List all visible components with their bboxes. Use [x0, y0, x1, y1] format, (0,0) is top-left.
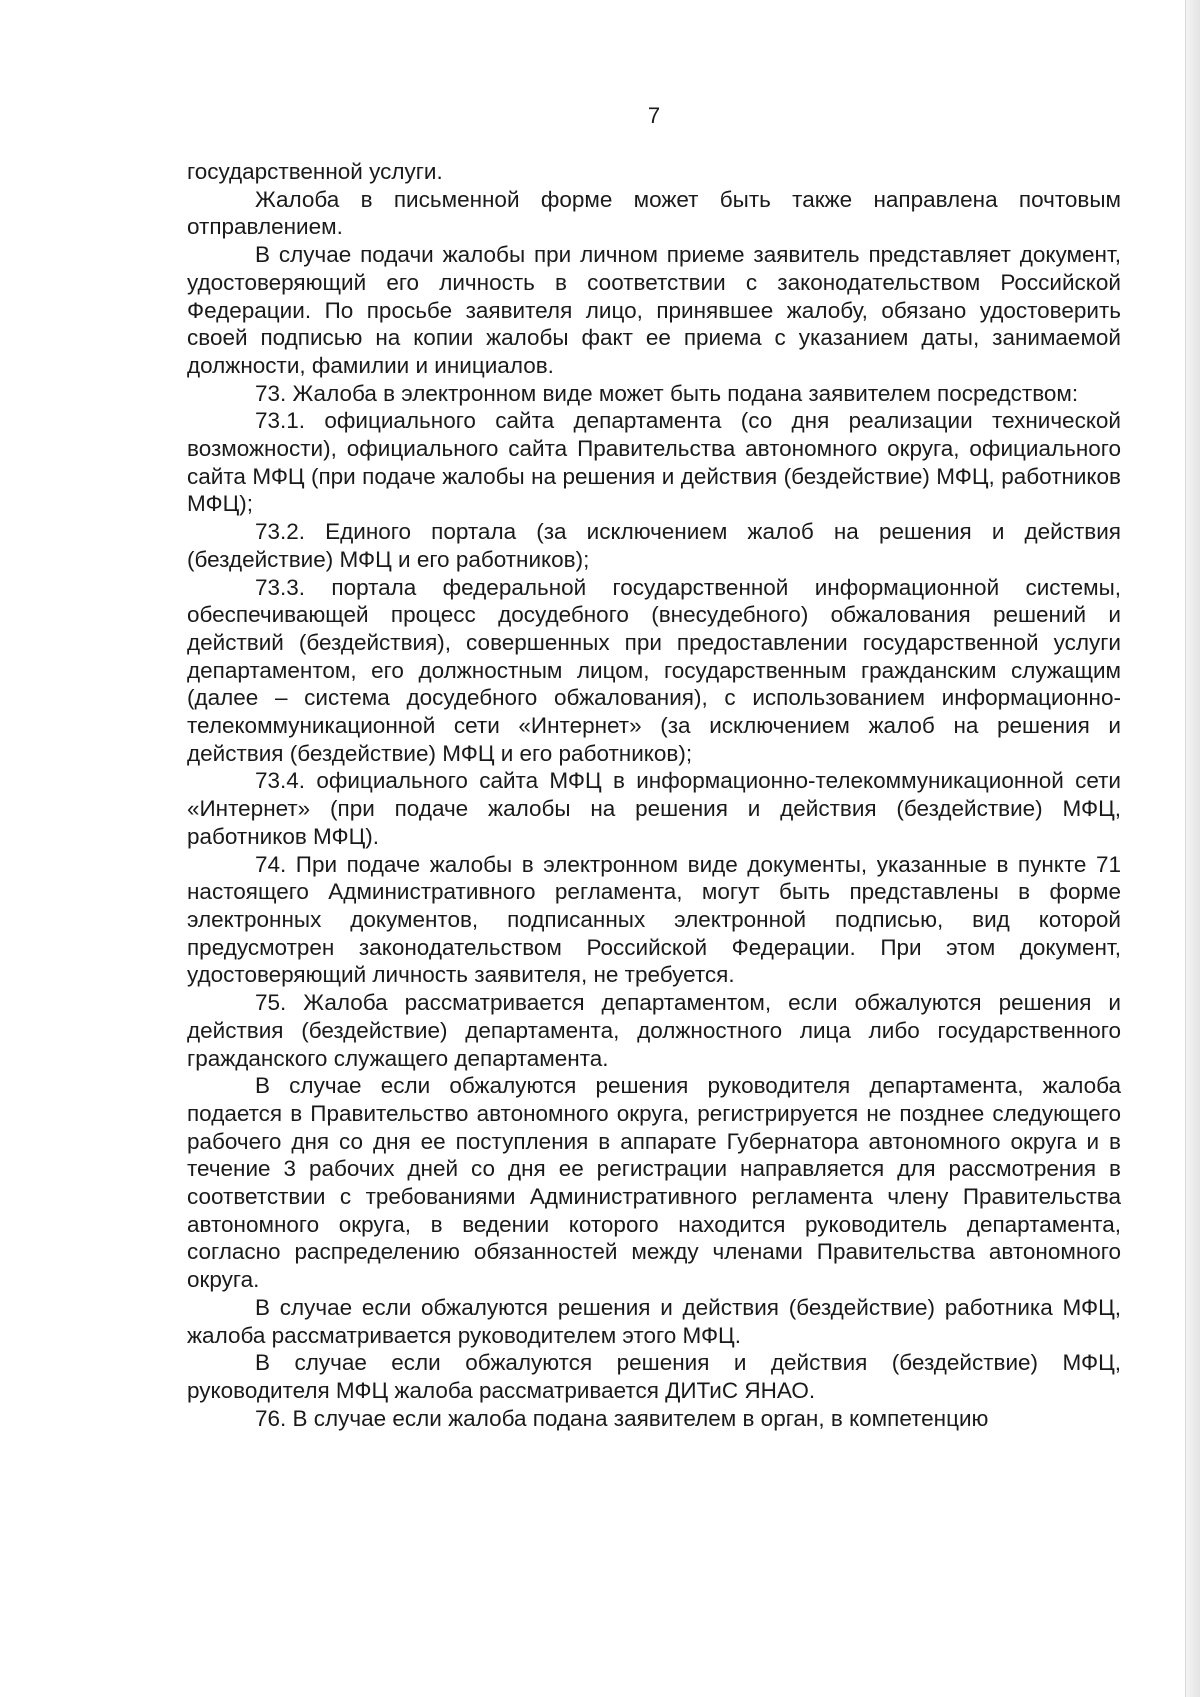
- paragraph: В случае если обжалуются решения и действия (бездействие) МФЦ, руководителя МФЦ жалоба рассматривается ДИТиС ЯНАО.: [187, 1350, 1121, 1403]
- document-body: [187, 158, 1121, 1432]
- page-edge-shadow: [1185, 0, 1200, 1697]
- paragraph: В случае если обжалуются решения руководителя департамента, жалоба подается в Правительство автономного округа, регистрируется не позднее следующего рабочего дня со дня ее поступления в аппарате Губернатора автономного округа и в течение 3 рабочих дней со дня ее регистрации направляется для рассмотрения в соответствии с требованиями Административного регламента члену Правительства автономного округа, в ведении которого находится руководитель департамента, согласно распределению обязанностей между членами Правительства автономного округа.: [187, 1073, 1121, 1293]
- paragraph-75: 75. Жалоба рассматривается департаментом, если обжалуются решения и действия (бездействие) департамента, должностного лица либо государственного гражданского служащего департамента.: [187, 990, 1121, 1071]
- paragraph: В случае если обжалуются решения и действия (бездействие) работника МФЦ, жалоба рассматривается руководителем этого МФЦ.: [187, 1294, 1121, 1348]
- page-number: 7: [647, 103, 661, 128]
- paragraph-73-3: 73.3. портала федеральной государственной информационной системы, обеспечивающей процесс досудебного (внесудебного) обжалования решений и действий (бездействия), совершенных при предоставлении государственной услуги департаментом, его должностным лицом, государственным гражданским служащим (далее – система досудебного обжалования), с использованием информационно-телекоммуникационной сети «Интернет» (за исключением жалоб на решения и действия (бездействие) МФЦ и его работников);: [187, 574, 1121, 766]
- paragraph-73-4: 73.4. официального сайта МФЦ в информационно-телекоммуникационной сети «Интернет» (при подаче жалобы на решения и действия (бездействие) МФЦ, работников МФЦ).: [187, 768, 1121, 849]
- paragraph-73-2: 73.2. Единого портала (за исключением жалоб на решения и действия (бездействие) МФЦ и его работников);: [187, 519, 1121, 572]
- paragraph: В случае подачи жалобы при личном приеме заявитель представляет документ, удостоверяющий его личность в соответствии с законодательством Российской Федерации. По просьбе заявителя лицо, принявшее жалобу, обязано удостоверить своей подписью на копии жалобы факт ее приема с указанием даты, занимаемой должности, фамилии и инициалов.: [187, 242, 1121, 378]
- paragraph-74: 74. При подаче жалобы в электронном виде документы, указанные в пункте 71 настоящего Административного регламента, могут быть представлены в форме электронных документов, подписанных электронной подписью, вид которой предусмотрен законодательством Российской Федерации. При этом документ, удостоверяющий личность заявителя, не требуется.: [187, 851, 1121, 988]
- paragraph-continuation: государственной услуги.: [187, 159, 443, 184]
- paragraph-73-1: 73.1. официального сайта департамента (со дня реализации технической возможности), официального сайта Правительства автономного округа, официального сайта МФЦ (при подаче жалобы на решения и действия (бездействие) МФЦ, работников МФЦ);: [187, 408, 1121, 517]
- paragraph-73: 73. Жалоба в электронном виде может быть подана заявителем посредством:: [255, 380, 1079, 406]
- paragraph: Жалоба в письменной форме может быть также направлена почтовым отправлением.: [187, 186, 1121, 240]
- paragraph-76: 76. В случае если жалоба подана заявителем в орган, в компетенцию: [255, 1405, 989, 1431]
